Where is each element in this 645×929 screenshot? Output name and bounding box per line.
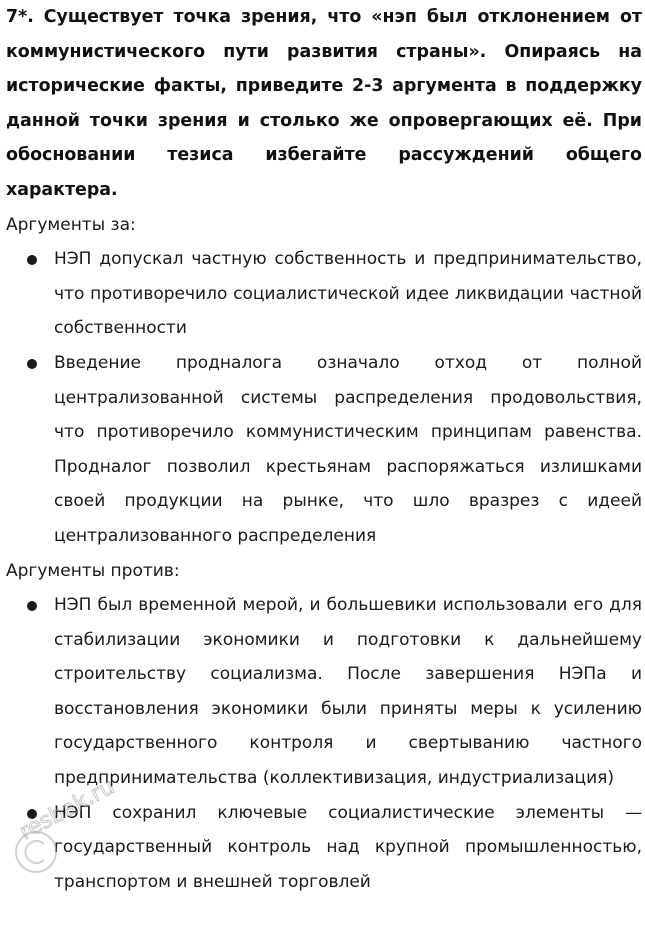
- bullet-icon: [27, 359, 37, 369]
- arguments-against-heading: Аргументы против:: [6, 560, 180, 581]
- list-item: [6, 796, 642, 900]
- arguments-for-heading: Аргументы за:: [6, 214, 136, 235]
- list-item-text: НЭП сохранил ключевые социалистические элементы — государственный контроль над крупной промышленностью, транспортом и внешней торговлей: [54, 802, 642, 892]
- bullet-icon: [27, 809, 37, 819]
- arguments-for-list: [6, 242, 642, 553]
- bullet-icon: [27, 255, 37, 265]
- list-item-text: НЭП допускал частную собственность и предпринимательство, что противоречило социалистической идее ликвидации частной собственности: [54, 249, 642, 339]
- list-item-text: Введение продналога означало отход от полной централизованной системы распределения продовольствия, что противоречило коммунистическим принципам равенства. Продналог позволил крестьянам распоряжаться излишками своей продукции на рынке, что шло вразрез с идеей централизованного распределения: [54, 352, 642, 546]
- list-item: [6, 346, 642, 554]
- watermark-text: resbak.ru: [15, 774, 119, 846]
- list-item: [6, 242, 642, 346]
- arguments-against-list: [6, 588, 642, 899]
- list-item-text: НЭП был временной мерой, и большевики использовали его для стабилизации экономики и подготовки к дальнейшему строительству социализма. После завершения НЭПа и восстановления экономики были приняты меры к усилению государственного контроля и свертыванию частного предпринимательства (коллективизация, индустриализация): [54, 595, 642, 789]
- document-page: [6, 0, 642, 899]
- list-item: [6, 588, 642, 796]
- bullet-icon: [27, 601, 37, 611]
- task-question: 7*. Существует точка зрения, что «нэп был отклонением от коммунистического пути развития страны». Опираясь на исторические факты, приведите 2-3 аргумента в поддержку данной точки зрения и столько же опровергающих её. При обосновании тезиса избегайте рассуждений общего характера.: [6, 7, 642, 200]
